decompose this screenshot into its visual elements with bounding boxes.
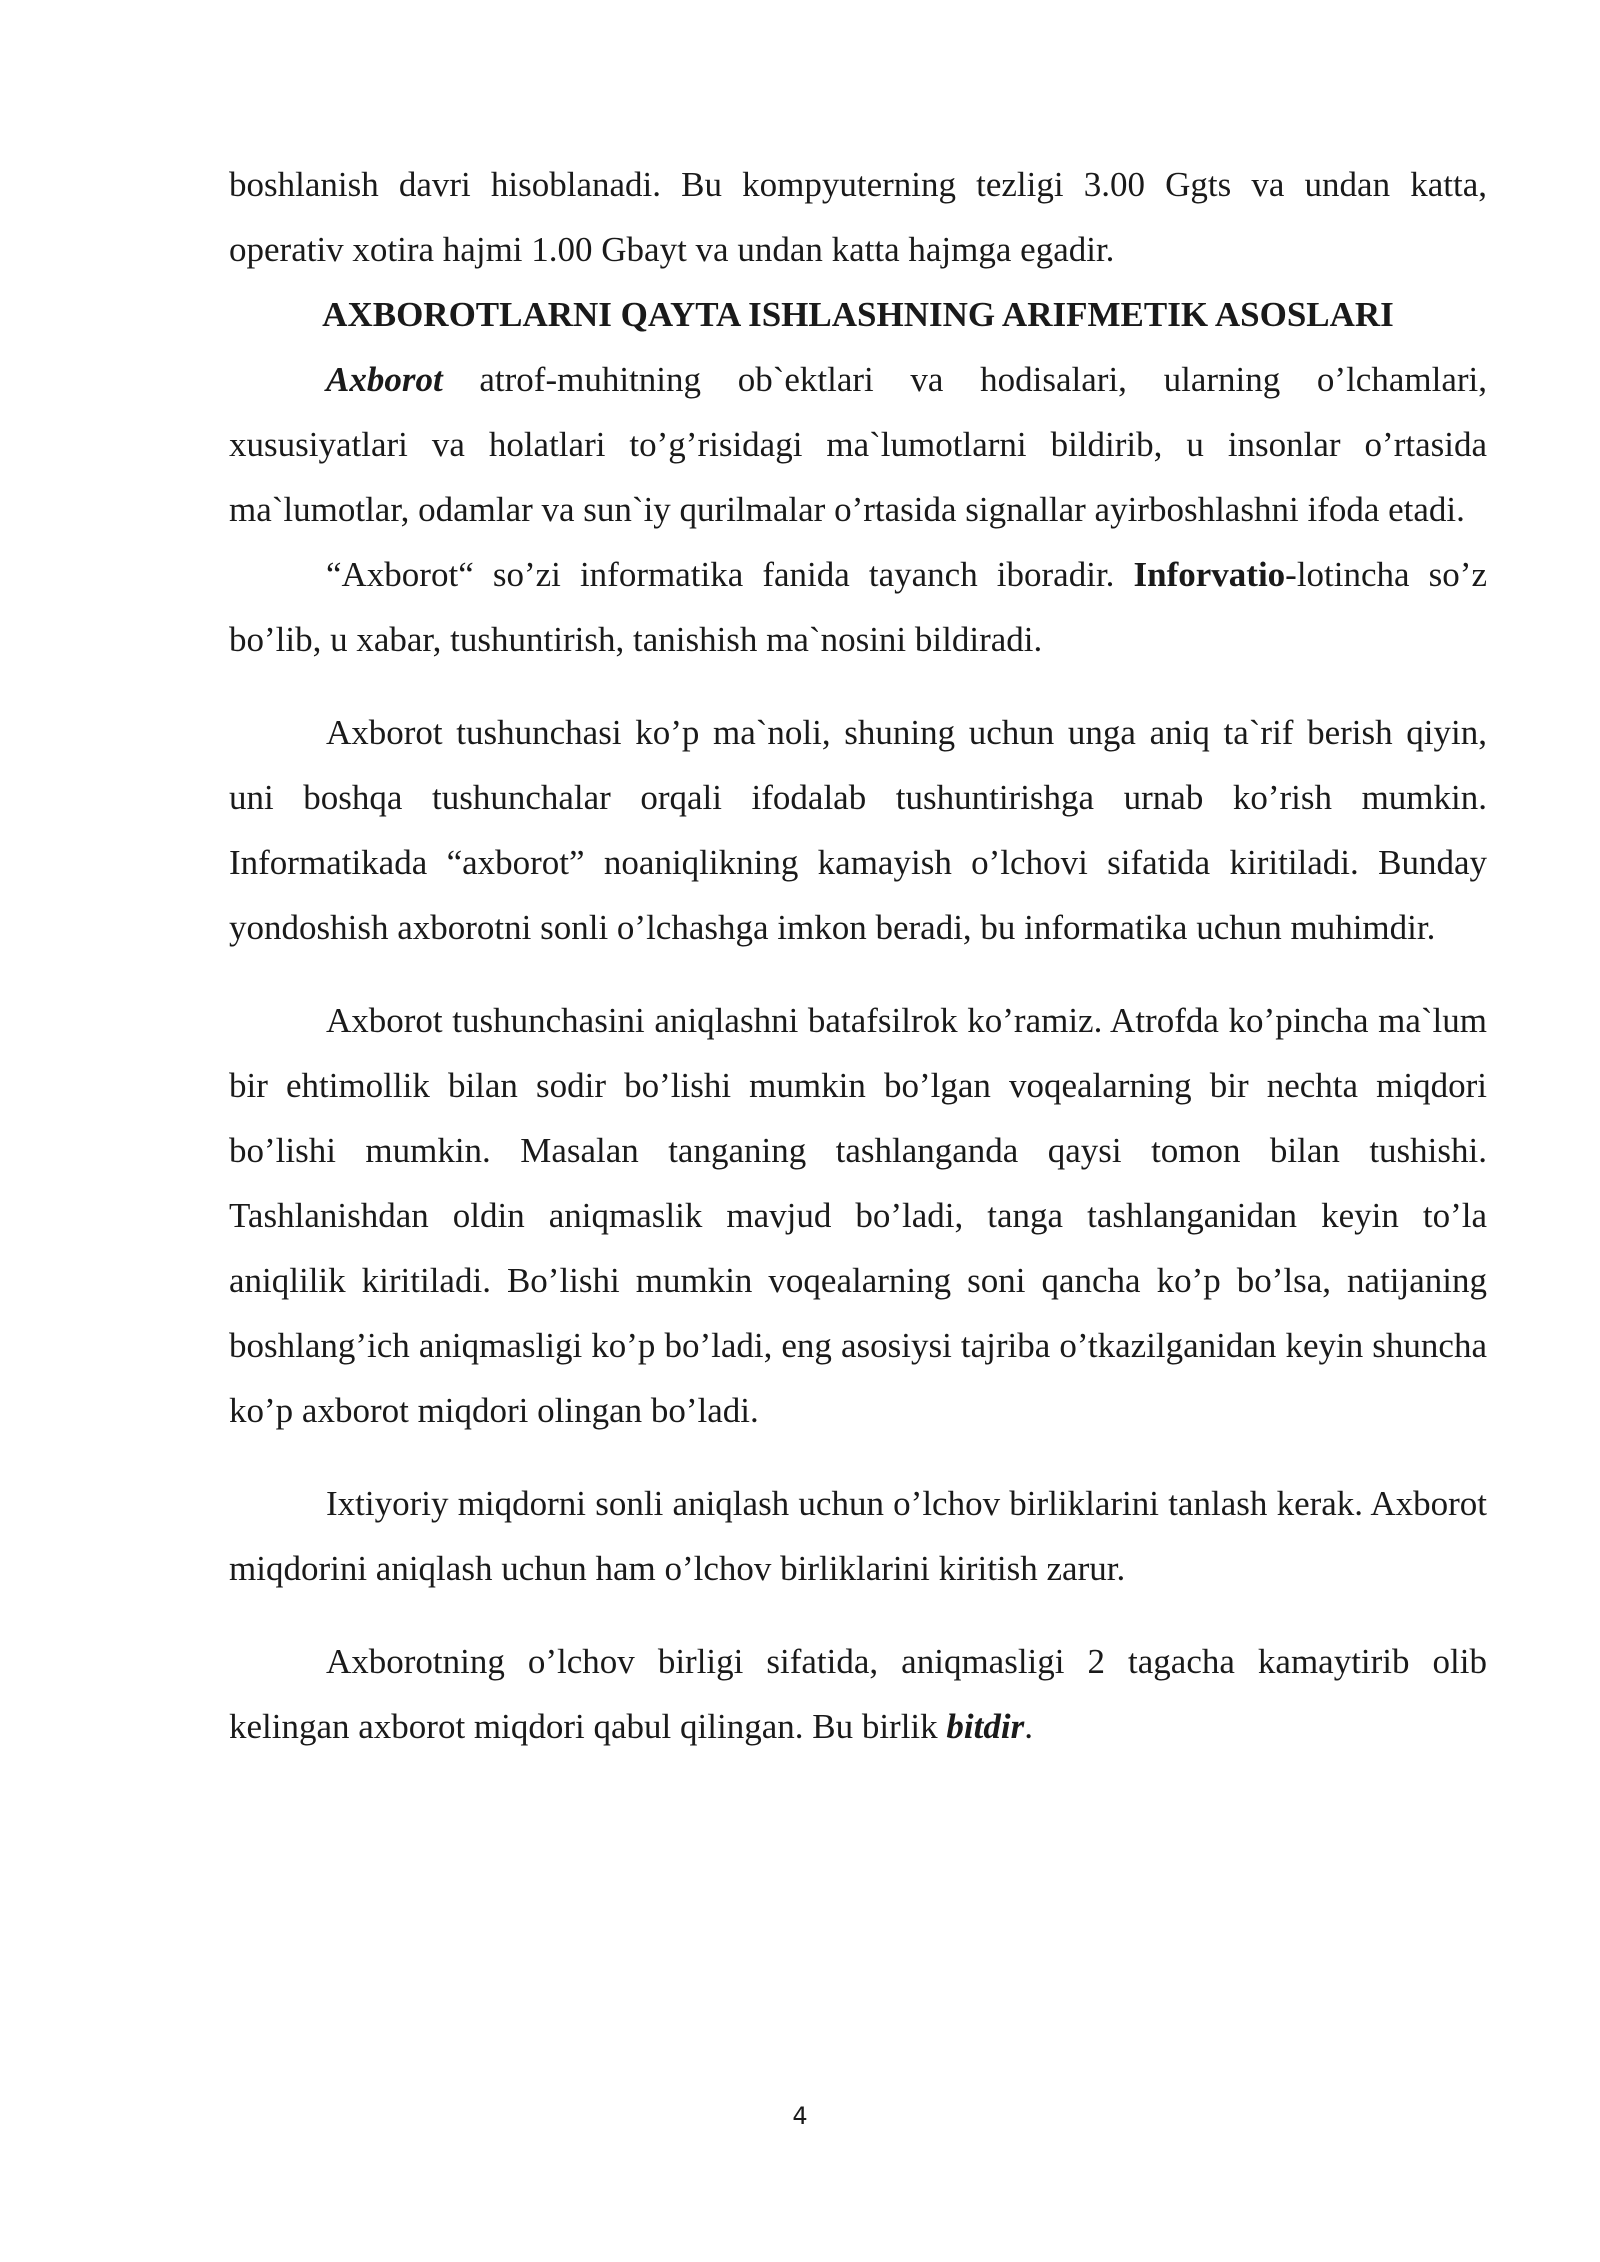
paragraph-text: Axborot tushunchasi ko’p ma`noli, shuning uchun unga aniq ta`rif berish qiyin, uni boshqa tushunchalar orqali ifodalab tushuntirishga urnab ko’rish mumkin. Informatikada “axborot” noaniqlikning kamayish o’lchovi sifatida kiritiladi. Bunday yondoshish axborotni sonli o’lchashga imkon beradi, bu informatika uchun muhimdir. bbox=[229, 713, 1487, 947]
term-inforvatio: Inforvatio bbox=[1133, 555, 1286, 594]
paragraph-axborot-concept bbox=[229, 700, 1487, 960]
section-heading: AXBOROTLARNI QAYTA ISHLASHNING ARIFMETIK ASOSLARI bbox=[322, 295, 1394, 334]
paragraph-measurement-units bbox=[229, 1471, 1487, 1601]
paragraph-axborot-definition bbox=[229, 347, 1487, 542]
paragraph-text: Axborot tushunchasini aniqlashni batafsilrok ko’ramiz. Atrofda ko’pincha ma`lum bir ehtimollik bilan sodir bo’lishi mumkin bo’lgan voqealarning bir nechta miqdori bo’lishi mumkin. Masalan tanganing tashlanganda qaysi tomon bilan tushishi. Tashlanishdan oldin aniqmaslik mavjud bo’ladi, tanga tashlanganidan keyin to’la aniqlilik kiritiladi. Bo’lishi mumkin voqealarning soni qancha ko’p bo’lsa, natijaning boshlang’ich aniqmasligi ko’p bo’ladi, eng asosiysi tajriba o’tkazilganidan keyin shuncha ko’p axborot miqdori olingan bo’ladi. bbox=[229, 1001, 1487, 1430]
paragraph-text: “Axborot“ so’zi informatika fanida tayanch iboradir. bbox=[326, 555, 1134, 594]
paragraph-continued bbox=[229, 152, 1487, 282]
paragraph-axborot-detail bbox=[229, 988, 1487, 1443]
paragraph-text: boshlanish davri hisoblanadi. Bu kompyuterning tezligi 3.00 Ggts va undan katta, operativ xotira hajmi 1.00 Gbayt va undan katta hajmga egadir. bbox=[229, 165, 1487, 269]
paragraph-axborot-word bbox=[229, 542, 1487, 672]
term-axborot: Axborot bbox=[326, 360, 443, 399]
paragraph-text: -lotincha so’z bo’lib, u xabar, tushuntirish, tanishish ma`nosini bildiradi. bbox=[229, 555, 1487, 659]
term-bitdir: bitdir bbox=[946, 1707, 1025, 1746]
page-body bbox=[229, 152, 1487, 1759]
paragraph-bit-definition bbox=[229, 1629, 1487, 1759]
paragraph-text: atrof-muhitning ob`ektlari va hodisalari, ularning o’lchamlari, xususiyatlari va holatlari to’g’risidagi ma`lumotlarni bildirib, u insonlar o’rtasida ma`lumotlar, odamlar va sun`iy qurilmalar o’rtasida signallar ayirboshlashni ifoda etadi. bbox=[229, 360, 1487, 529]
paragraph-text: Axborotning o’lchov birligi sifatida, aniqmasligi 2 tagacha kamaytirib olib kelingan axborot miqdori qabul qilingan. Bu birlik bbox=[229, 1642, 1487, 1746]
paragraph-text: . bbox=[1024, 1707, 1033, 1746]
paragraph-text: Ixtiyoriy miqdorni sonli aniqlash uchun o’lchov birliklarini tanlash kerak. Axborot miqdorini aniqlash uchun ham o’lchov birliklarini kiritish zarur. bbox=[229, 1484, 1487, 1588]
page-number: 4 bbox=[792, 2102, 808, 2130]
